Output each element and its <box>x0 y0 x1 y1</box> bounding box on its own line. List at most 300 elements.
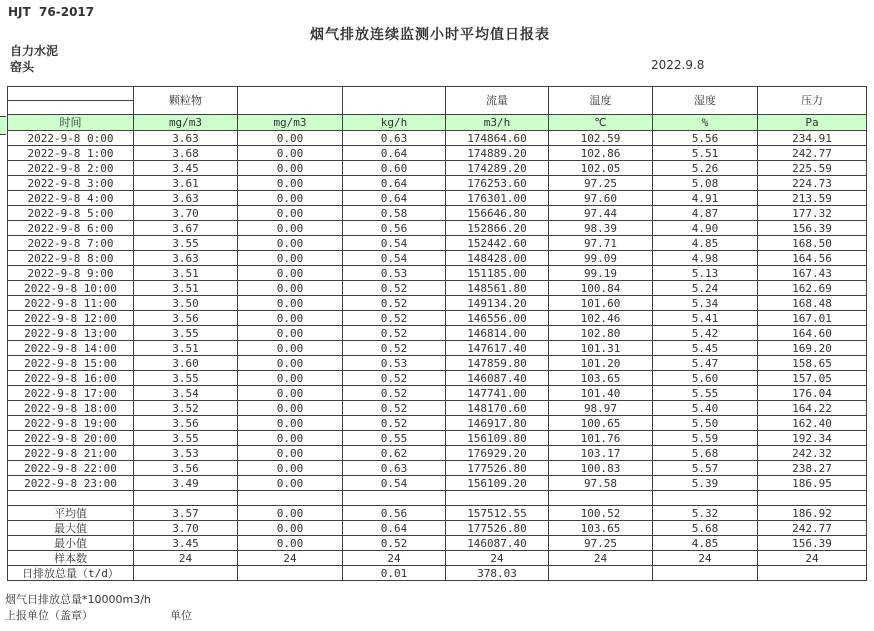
empty-header-cell <box>8 101 134 115</box>
table-row <box>8 281 867 296</box>
value-cell: 5.68 <box>653 446 758 461</box>
value-cell: 102.86 <box>549 146 653 161</box>
time-cell: 2022-9-8 0:00 <box>8 131 134 146</box>
summary-label-cell: 最小值 <box>8 536 134 551</box>
empty-header-cell <box>238 87 343 115</box>
col-header-pressure: 压力 <box>758 87 867 115</box>
summary-value-cell <box>758 566 867 581</box>
spacer-row <box>8 491 867 506</box>
time-cell: 2022-9-8 2:00 <box>8 161 134 176</box>
unit-header-percent: % <box>653 115 758 131</box>
value-cell: 0.55 <box>343 431 446 446</box>
value-cell: 0.56 <box>343 221 446 236</box>
value-cell: 97.71 <box>549 236 653 251</box>
value-cell: 3.53 <box>134 446 238 461</box>
time-cell: 2022-9-8 1:00 <box>8 146 134 161</box>
summary-value-cell: 378.03 <box>446 566 549 581</box>
value-cell: 151185.00 <box>446 266 549 281</box>
col-header-temperature: 温度 <box>549 87 653 115</box>
empty-cell <box>8 491 134 506</box>
value-cell: 0.00 <box>238 176 343 191</box>
table-row <box>8 221 867 236</box>
summary-row <box>8 536 867 551</box>
value-cell: 101.40 <box>549 386 653 401</box>
value-cell: 98.39 <box>549 221 653 236</box>
report-table <box>7 86 867 581</box>
value-cell: 99.09 <box>549 251 653 266</box>
empty-cell <box>653 491 758 506</box>
value-cell: 0.00 <box>238 266 343 281</box>
time-cell: 2022-9-8 9:00 <box>8 266 134 281</box>
value-cell: 5.13 <box>653 266 758 281</box>
value-cell: 0.00 <box>238 431 343 446</box>
value-cell: 3.49 <box>134 476 238 491</box>
value-cell: 99.19 <box>549 266 653 281</box>
time-cell: 2022-9-8 5:00 <box>8 206 134 221</box>
green-row-edge-mark <box>0 116 6 135</box>
unit-header-kgh: kg/h <box>343 115 446 131</box>
value-cell: 0.54 <box>343 251 446 266</box>
time-cell: 2022-9-8 20:00 <box>8 431 134 446</box>
value-cell: 146814.00 <box>446 326 549 341</box>
value-cell: 152442.60 <box>446 236 549 251</box>
value-cell: 5.56 <box>653 131 758 146</box>
summary-row <box>8 506 867 521</box>
summary-value-cell: 3.70 <box>134 521 238 536</box>
value-cell: 158.65 <box>758 356 867 371</box>
summary-value-cell: 177526.80 <box>446 521 549 536</box>
value-cell: 101.20 <box>549 356 653 371</box>
table-row <box>8 146 867 161</box>
time-cell: 2022-9-8 3:00 <box>8 176 134 191</box>
time-cell: 2022-9-8 12:00 <box>8 311 134 326</box>
value-cell: 5.40 <box>653 401 758 416</box>
value-cell: 0.00 <box>238 281 343 296</box>
unit-header-m3h: m3/h <box>446 115 549 131</box>
summary-value-cell: 3.57 <box>134 506 238 521</box>
value-cell: 0.53 <box>343 356 446 371</box>
value-cell: 5.45 <box>653 341 758 356</box>
summary-value-cell: 24 <box>343 551 446 566</box>
value-cell: 148170.60 <box>446 401 549 416</box>
table-row <box>8 446 867 461</box>
col-header-humidity: 湿度 <box>653 87 758 115</box>
unit-header-celsius: ℃ <box>549 115 653 131</box>
value-cell: 102.46 <box>549 311 653 326</box>
value-cell: 213.59 <box>758 191 867 206</box>
value-cell: 3.51 <box>134 341 238 356</box>
value-cell: 4.91 <box>653 191 758 206</box>
summary-value-cell: 242.77 <box>758 521 867 536</box>
value-cell: 5.60 <box>653 371 758 386</box>
monitoring-point: 窑头 <box>10 60 35 74</box>
summary-label-cell: 样本数 <box>8 551 134 566</box>
value-cell: 0.00 <box>238 476 343 491</box>
table-row <box>8 341 867 356</box>
value-cell: 0.00 <box>238 416 343 431</box>
value-cell: 0.00 <box>238 386 343 401</box>
value-cell: 168.50 <box>758 236 867 251</box>
table-row <box>8 131 867 146</box>
summary-value-cell: 0.01 <box>343 566 446 581</box>
summary-value-cell: 24 <box>446 551 549 566</box>
value-cell: 242.32 <box>758 446 867 461</box>
table-row <box>8 206 867 221</box>
value-cell: 148561.80 <box>446 281 549 296</box>
summary-value-cell: 24 <box>134 551 238 566</box>
value-cell: 103.65 <box>549 371 653 386</box>
table-row <box>8 236 867 251</box>
table-row <box>8 416 867 431</box>
table-row <box>8 251 867 266</box>
value-cell: 5.24 <box>653 281 758 296</box>
summary-value-cell: 156.39 <box>758 536 867 551</box>
value-cell: 3.54 <box>134 386 238 401</box>
summary-value-cell <box>134 566 238 581</box>
value-cell: 101.60 <box>549 296 653 311</box>
summary-value-cell: 24 <box>653 551 758 566</box>
value-cell: 4.85 <box>653 236 758 251</box>
summary-label-cell: 日排放总量（t/d） <box>8 566 134 581</box>
value-cell: 168.48 <box>758 296 867 311</box>
data-rows <box>8 131 867 491</box>
table-row <box>8 371 867 386</box>
value-cell: 102.80 <box>549 326 653 341</box>
page-title: 烟气排放连续监测小时平均值日报表 <box>310 27 550 43</box>
value-cell: 3.56 <box>134 416 238 431</box>
summary-value-cell: 186.92 <box>758 506 867 521</box>
value-cell: 0.64 <box>343 176 446 191</box>
table-row <box>8 386 867 401</box>
value-cell: 225.59 <box>758 161 867 176</box>
value-cell: 242.77 <box>758 146 867 161</box>
summary-value-cell: 24 <box>238 551 343 566</box>
value-cell: 0.00 <box>238 356 343 371</box>
value-cell: 149134.20 <box>446 296 549 311</box>
time-cell: 2022-9-8 11:00 <box>8 296 134 311</box>
summary-value-cell: 146087.40 <box>446 536 549 551</box>
time-cell: 2022-9-8 8:00 <box>8 251 134 266</box>
col-header-flow: 流量 <box>446 87 549 115</box>
table-row <box>8 431 867 446</box>
value-cell: 3.45 <box>134 161 238 176</box>
value-cell: 176253.60 <box>446 176 549 191</box>
value-cell: 0.00 <box>238 311 343 326</box>
empty-cell <box>549 491 653 506</box>
table-row <box>8 356 867 371</box>
summary-value-cell: 24 <box>758 551 867 566</box>
value-cell: 3.55 <box>134 371 238 386</box>
company-name: 自力水泥 <box>10 44 59 58</box>
value-cell: 156646.80 <box>446 206 549 221</box>
value-cell: 152866.20 <box>446 221 549 236</box>
value-cell: 234.91 <box>758 131 867 146</box>
value-cell: 0.52 <box>343 281 446 296</box>
value-cell: 0.52 <box>343 341 446 356</box>
empty-cell <box>758 491 867 506</box>
summary-value-cell: 5.68 <box>653 521 758 536</box>
value-cell: 5.51 <box>653 146 758 161</box>
value-cell: 3.56 <box>134 311 238 326</box>
summary-value-cell: 100.52 <box>549 506 653 521</box>
value-cell: 164.22 <box>758 401 867 416</box>
summary-row <box>8 566 867 581</box>
table-row <box>8 161 867 176</box>
value-cell: 102.59 <box>549 131 653 146</box>
summary-value-cell: 0.00 <box>238 536 343 551</box>
empty-cell <box>446 491 549 506</box>
reporting-unit-label: 上报单位（盖章） <box>5 609 93 622</box>
value-cell: 174289.20 <box>446 161 549 176</box>
value-cell: 176929.20 <box>446 446 549 461</box>
table-row <box>8 191 867 206</box>
value-cell: 147859.80 <box>446 356 549 371</box>
value-cell: 0.64 <box>343 191 446 206</box>
summary-value-cell: 103.65 <box>549 521 653 536</box>
time-cell: 2022-9-8 17:00 <box>8 386 134 401</box>
value-cell: 162.69 <box>758 281 867 296</box>
value-cell: 101.76 <box>549 431 653 446</box>
table-header <box>8 87 867 131</box>
value-cell: 0.53 <box>343 266 446 281</box>
table-row <box>8 296 867 311</box>
value-cell: 147741.00 <box>446 386 549 401</box>
empty-header-cell <box>8 87 134 101</box>
value-cell: 100.83 <box>549 461 653 476</box>
value-cell: 0.00 <box>238 296 343 311</box>
value-cell: 3.51 <box>134 266 238 281</box>
value-cell: 0.00 <box>238 131 343 146</box>
summary-value-cell: 0.00 <box>238 506 343 521</box>
col-header-particulate: 颗粒物 <box>134 87 238 115</box>
value-cell: 0.54 <box>343 236 446 251</box>
value-cell: 0.64 <box>343 146 446 161</box>
summary-value-cell: 157512.55 <box>446 506 549 521</box>
report-table-wrapper <box>7 86 867 581</box>
value-cell: 5.41 <box>653 311 758 326</box>
summary-value-cell: 0.52 <box>343 536 446 551</box>
value-cell: 3.50 <box>134 296 238 311</box>
summary-label-cell: 最大值 <box>8 521 134 536</box>
empty-cell <box>134 491 238 506</box>
value-cell: 0.00 <box>238 206 343 221</box>
empty-header-cell <box>343 87 446 115</box>
value-cell: 0.52 <box>343 401 446 416</box>
value-cell: 0.00 <box>238 236 343 251</box>
value-cell: 5.57 <box>653 461 758 476</box>
value-cell: 5.55 <box>653 386 758 401</box>
value-cell: 0.54 <box>343 476 446 491</box>
value-cell: 5.26 <box>653 161 758 176</box>
time-cell: 2022-9-8 22:00 <box>8 461 134 476</box>
value-cell: 3.51 <box>134 281 238 296</box>
value-cell: 0.00 <box>238 221 343 236</box>
time-cell: 2022-9-8 10:00 <box>8 281 134 296</box>
value-cell: 176.04 <box>758 386 867 401</box>
time-cell: 2022-9-8 19:00 <box>8 416 134 431</box>
value-cell: 3.63 <box>134 131 238 146</box>
value-cell: 164.60 <box>758 326 867 341</box>
summary-value-cell <box>549 566 653 581</box>
value-cell: 3.55 <box>134 326 238 341</box>
value-cell: 0.00 <box>238 326 343 341</box>
value-cell: 167.01 <box>758 311 867 326</box>
value-cell: 102.05 <box>549 161 653 176</box>
value-cell: 3.60 <box>134 356 238 371</box>
value-cell: 3.52 <box>134 401 238 416</box>
value-cell: 176301.00 <box>446 191 549 206</box>
value-cell: 97.25 <box>549 176 653 191</box>
time-cell: 2022-9-8 21:00 <box>8 446 134 461</box>
unit-header-mgm3: mg/m3 <box>134 115 238 131</box>
value-cell: 0.00 <box>238 341 343 356</box>
value-cell: 156.39 <box>758 221 867 236</box>
value-cell: 4.87 <box>653 206 758 221</box>
empty-cell <box>343 491 446 506</box>
value-cell: 3.61 <box>134 176 238 191</box>
time-cell: 2022-9-8 23:00 <box>8 476 134 491</box>
value-cell: 5.39 <box>653 476 758 491</box>
value-cell: 0.52 <box>343 386 446 401</box>
value-cell: 5.08 <box>653 176 758 191</box>
value-cell: 146917.80 <box>446 416 549 431</box>
value-cell: 174889.20 <box>446 146 549 161</box>
summary-value-cell: 97.25 <box>549 536 653 551</box>
value-cell: 169.20 <box>758 341 867 356</box>
time-cell: 2022-9-8 4:00 <box>8 191 134 206</box>
value-cell: 97.60 <box>549 191 653 206</box>
value-cell: 0.52 <box>343 416 446 431</box>
table-row <box>8 326 867 341</box>
value-cell: 0.00 <box>238 191 343 206</box>
value-cell: 164.56 <box>758 251 867 266</box>
value-cell: 0.00 <box>238 146 343 161</box>
unit-header-mgm3: mg/m3 <box>238 115 343 131</box>
summary-value-cell: 0.00 <box>238 521 343 536</box>
table-row <box>8 476 867 491</box>
summary-value-cell: 0.64 <box>343 521 446 536</box>
table-row <box>8 266 867 281</box>
value-cell: 0.62 <box>343 446 446 461</box>
value-cell: 3.56 <box>134 461 238 476</box>
value-cell: 4.98 <box>653 251 758 266</box>
value-cell: 0.52 <box>343 371 446 386</box>
summary-label-cell: 平均值 <box>8 506 134 521</box>
empty-cell <box>238 491 343 506</box>
value-cell: 0.52 <box>343 311 446 326</box>
value-cell: 101.31 <box>549 341 653 356</box>
value-cell: 146087.40 <box>446 371 549 386</box>
summary-value-cell: 4.85 <box>653 536 758 551</box>
value-cell: 5.42 <box>653 326 758 341</box>
value-cell: 3.55 <box>134 431 238 446</box>
time-cell: 2022-9-8 13:00 <box>8 326 134 341</box>
value-cell: 4.90 <box>653 221 758 236</box>
summary-row <box>8 521 867 536</box>
value-cell: 98.97 <box>549 401 653 416</box>
unit-header-row <box>8 115 867 131</box>
value-cell: 0.58 <box>343 206 446 221</box>
value-cell: 0.63 <box>343 131 446 146</box>
value-cell: 100.84 <box>549 281 653 296</box>
value-cell: 186.95 <box>758 476 867 491</box>
value-cell: 3.68 <box>134 146 238 161</box>
value-cell: 156109.20 <box>446 476 549 491</box>
summary-value-cell: 3.45 <box>134 536 238 551</box>
summary-value-cell <box>238 566 343 581</box>
summary-value-cell: 24 <box>549 551 653 566</box>
value-cell: 97.44 <box>549 206 653 221</box>
value-cell: 0.60 <box>343 161 446 176</box>
value-cell: 0.00 <box>238 371 343 386</box>
value-cell: 5.59 <box>653 431 758 446</box>
time-cell: 2022-9-8 15:00 <box>8 356 134 371</box>
value-cell: 0.00 <box>238 251 343 266</box>
flow-total-note: 烟气日排放总量*10000m3/h <box>5 593 151 606</box>
value-cell: 146556.00 <box>446 311 549 326</box>
time-cell: 2022-9-8 16:00 <box>8 371 134 386</box>
value-cell: 174864.60 <box>446 131 549 146</box>
table-row <box>8 311 867 326</box>
standard-code: HJT 76-2017 <box>8 5 95 19</box>
value-cell: 177.32 <box>758 206 867 221</box>
value-cell: 0.00 <box>238 446 343 461</box>
value-cell: 162.40 <box>758 416 867 431</box>
value-cell: 5.50 <box>653 416 758 431</box>
value-cell: 177526.80 <box>446 461 549 476</box>
value-cell: 0.52 <box>343 326 446 341</box>
group-header-row-top <box>8 87 867 101</box>
value-cell: 3.55 <box>134 236 238 251</box>
table-row <box>8 176 867 191</box>
time-cell: 2022-9-8 18:00 <box>8 401 134 416</box>
value-cell: 192.34 <box>758 431 867 446</box>
value-cell: 3.67 <box>134 221 238 236</box>
table-row <box>8 461 867 476</box>
value-cell: 238.27 <box>758 461 867 476</box>
value-cell: 3.70 <box>134 206 238 221</box>
value-cell: 5.34 <box>653 296 758 311</box>
value-cell: 3.63 <box>134 191 238 206</box>
unit-label: 单位 <box>170 609 192 622</box>
value-cell: 97.58 <box>549 476 653 491</box>
value-cell: 0.00 <box>238 401 343 416</box>
summary-rows <box>8 491 867 581</box>
time-cell: 2022-9-8 7:00 <box>8 236 134 251</box>
summary-value-cell: 0.56 <box>343 506 446 521</box>
value-cell: 147617.40 <box>446 341 549 356</box>
value-cell: 148428.00 <box>446 251 549 266</box>
value-cell: 0.52 <box>343 296 446 311</box>
summary-row <box>8 551 867 566</box>
value-cell: 0.63 <box>343 461 446 476</box>
unit-header-time: 时间 <box>8 115 134 131</box>
value-cell: 5.47 <box>653 356 758 371</box>
table-row <box>8 401 867 416</box>
value-cell: 157.05 <box>758 371 867 386</box>
time-cell: 2022-9-8 14:00 <box>8 341 134 356</box>
value-cell: 156109.80 <box>446 431 549 446</box>
summary-value-cell <box>653 566 758 581</box>
value-cell: 224.73 <box>758 176 867 191</box>
summary-value-cell: 5.32 <box>653 506 758 521</box>
value-cell: 103.17 <box>549 446 653 461</box>
report-date: 2022.9.8 <box>651 58 705 72</box>
time-cell: 2022-9-8 6:00 <box>8 221 134 236</box>
value-cell: 167.43 <box>758 266 867 281</box>
value-cell: 3.63 <box>134 251 238 266</box>
value-cell: 0.00 <box>238 461 343 476</box>
